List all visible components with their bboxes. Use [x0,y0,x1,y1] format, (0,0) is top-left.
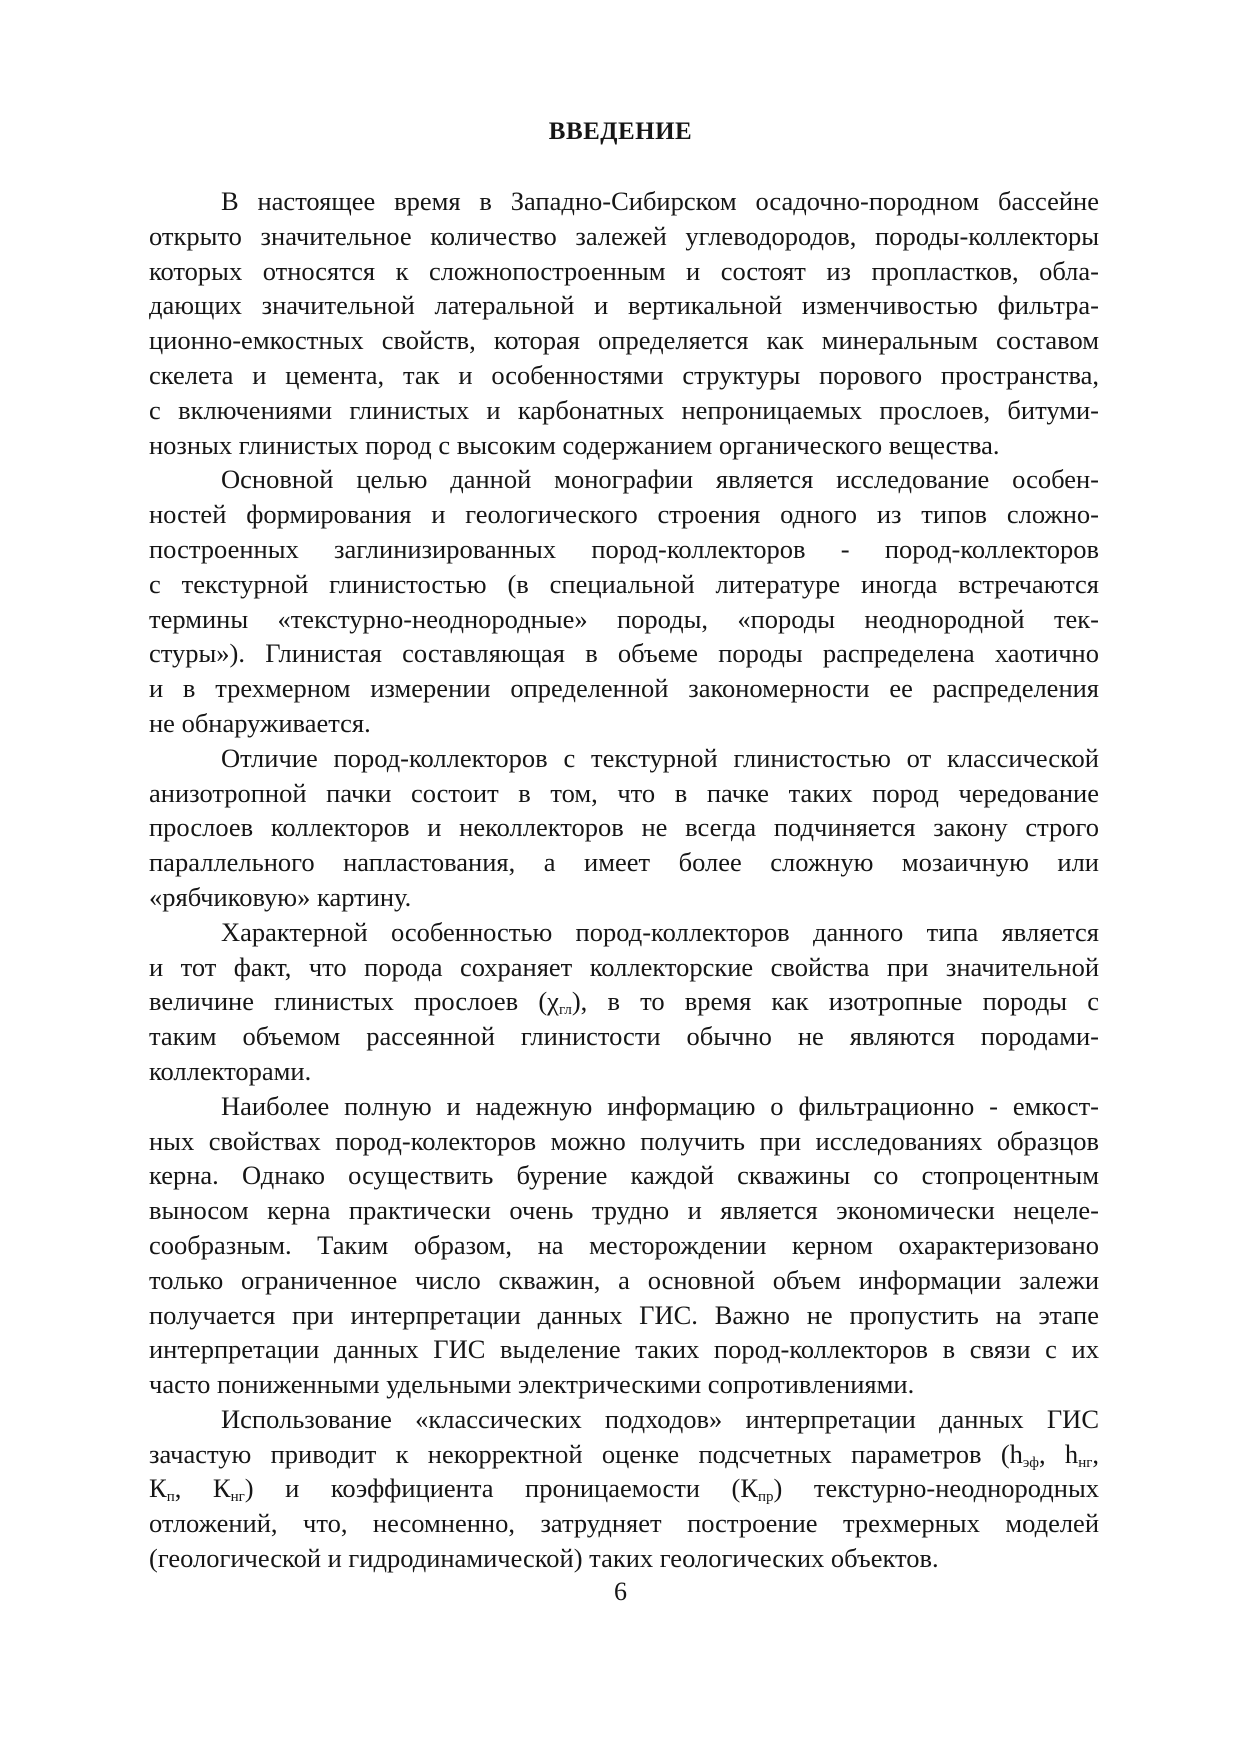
text-line: Характерной особенностью пород-коллекторов данного типа является [221,916,1099,947]
text-line: коллекторами. [149,1055,312,1086]
text-line: величине глинистых прослоев $(\chi_{гл})$, в то время как изотропные породы с [149,986,1099,1019]
text-line: только ограниченное число скважин, а основной объем информации залежи [149,1264,1099,1295]
text-line: интерпретации данных ГИС выделение таких пород-коллекторов в связи с их [149,1334,1099,1365]
text-line: Использование «классических подходов» интерпретации данных ГИС [221,1403,1099,1434]
text-line: ных свойствах пород-колекторов можно получить при исследованиях образцов [149,1125,1099,1156]
subscript: нг [230,1489,245,1506]
text-line: с включениями глинистых и карбонатных непроницаемых прослоев, битуми- [149,394,1099,425]
paragraph [149,915,1099,1089]
paragraph [149,462,1099,740]
text-line: Отличие пород-коллекторов с текстурной глинистостью от классической [221,742,1099,773]
text-line: анизотропной пачки состоит в том, что в пачке таких пород чередование [149,777,1099,808]
text-line: сообразным. Таким образом, на месторождении керном охарактеризовано [149,1229,1099,1260]
text-line: скелета и цемента, так и особенностями структуры порового пространства, [149,359,1099,390]
text-line: Основной целью данной монографии является исследование особен- [221,464,1099,495]
text-line: часто пониженными удельными электрическими сопротивлениями. [149,1369,915,1400]
paragraph [149,1089,1099,1402]
text-line: термины «текстурно-неоднородные» породы, «породы неоднородной тек- [149,603,1099,634]
text-line: построенных заглинизированных пород-коллекторов - пород-коллекторов [149,533,1099,564]
text-line: и тот факт, что порода сохраняет коллекторские свойства при значительной [149,951,1099,982]
text-line: и в трехмерном измерении определенной закономерности ее распределения [149,673,1099,704]
text-line: ционно-емкостных свойств, которая определяется как минеральным составом [149,325,1099,356]
text-line: стуры»). Глинистая составляющая в объеме породы распределена хаотично [149,638,1099,669]
paragraph [149,1402,1099,1576]
paragraph [149,741,1099,915]
subscript: эф [1022,1454,1039,1471]
text-line: получается при интерпретации данных ГИС. Важно не пропустить на этапе [149,1299,1099,1330]
text-line: таким объемом рассеянной глинистости обычно не являются породами- [149,1021,1099,1052]
subscript: гл [558,1002,572,1019]
text-line: выносом керна практически очень трудно и является экономически нецеле- [149,1195,1099,1226]
text-line: нозных глинистых пород с высоким содержанием органического вещества. [149,429,1000,460]
text-line: $К_п$, $К_{нг}$) и коэффициента проницаемости $(К_{пр})$ текстурно-неоднородных [149,1473,1099,1506]
text-line: открыто значительное количество залежей углеводородов, породы-коллекторы [149,220,1099,251]
text-line: ностей формирования и геологического строения одного из типов сложно- [149,499,1099,530]
paragraph [149,184,1099,462]
text-line: зачастую приводит к некорректной оценке подсчетных параметров ($h_{эф}$, $h_{нг}$, [149,1438,1099,1471]
text-line: не обнаруживается. [149,707,371,738]
text-line: отложений, что, несомненно, затрудняет построение трехмерных моделей [149,1508,1099,1539]
text-line: которых относятся к сложнопостроенным и состоят из пропластков, обла- [149,255,1099,286]
page-title: ВВЕДЕНИЕ [548,118,693,145]
text-line: (геологической и гидродинамической) таких геологических объектов. [149,1543,939,1574]
text-line: с текстурной глинистостью (в специальной литературе иногда встречаются [149,568,1099,599]
text-line: керна. Однако осуществить бурение каждой скважины со стопроцентным [149,1160,1099,1191]
text-line: прослоев коллекторов и неколлекторов не всегда подчиняется закону строго [149,812,1099,843]
text-line: В настоящее время в Западно-Сибирском осадочно-породном бассейне [221,186,1099,216]
subscript: пр [758,1489,774,1506]
body-text [149,184,1099,1576]
text-line: Наиболее полную и надежную информацию о фильтрационно - емкост- [221,1090,1099,1121]
subscript: п [166,1489,175,1506]
subscript: нг [1078,1454,1093,1471]
text-line: параллельного напластования, а имеет более сложную мозаичную или [149,847,1099,878]
text-line: «рябчиковую» картину. [149,881,412,912]
text-line: дающих значительной латеральной и вертикальной изменчивостью фильтра- [149,290,1099,321]
page-number: 6 [614,1577,627,1606]
